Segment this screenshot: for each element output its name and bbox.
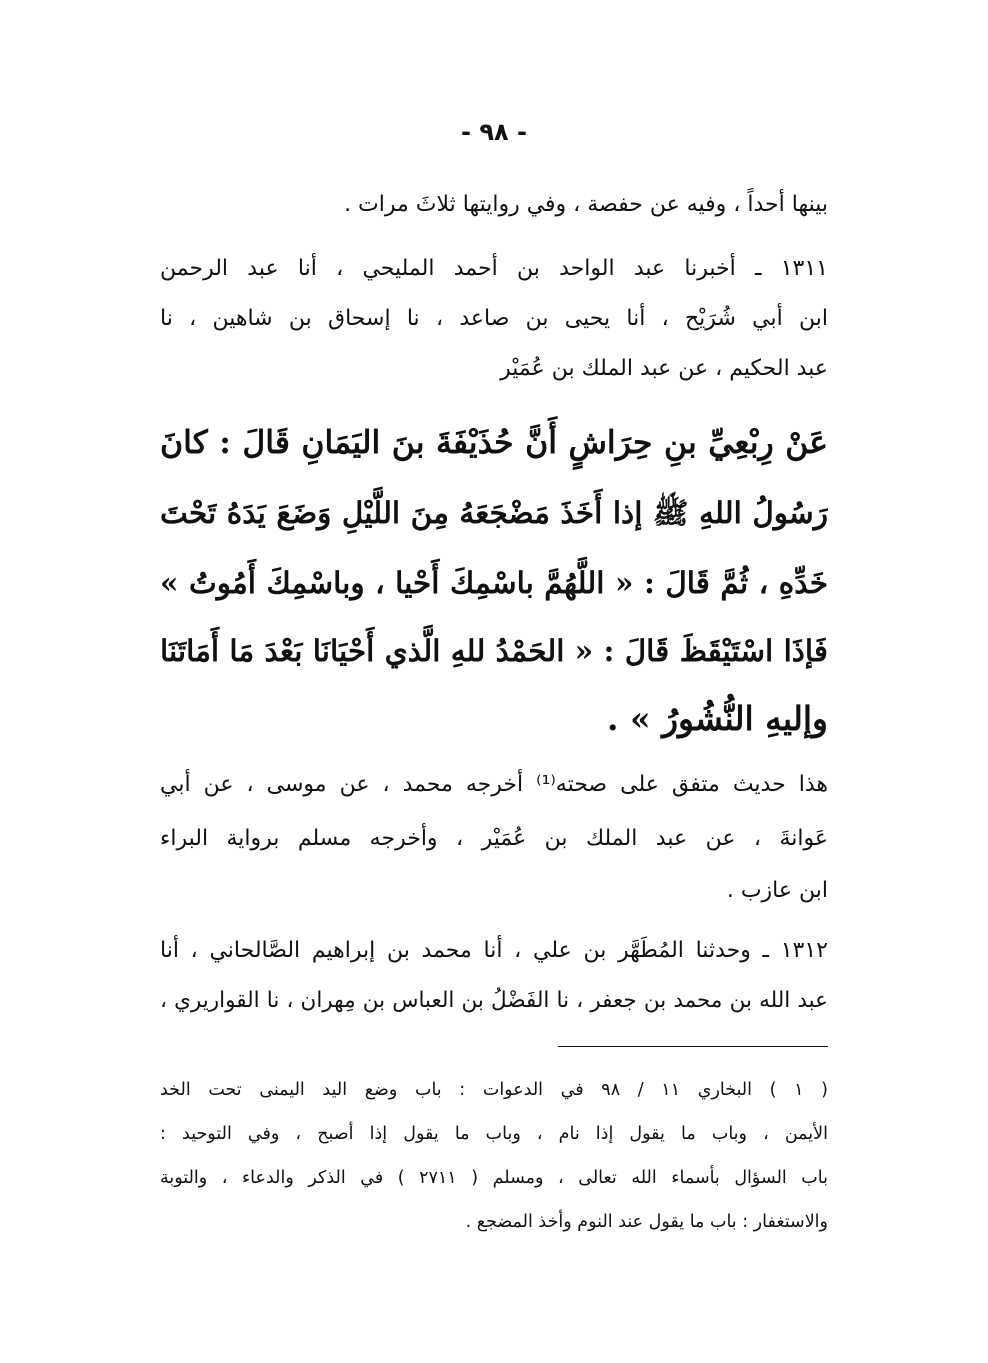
footnote-line: والاستغفار : باب ما يقول عند النوم وأخذ المضجع . [465, 1212, 828, 1232]
text-line: ابن عازب . [726, 878, 828, 903]
hadith-line: فَإذَا اسْتَيْقَظَ قَالَ : « الحَمْدُ للهِ الَّذي أَحْيَانَا بَعْدَ مَا أَمَاتَنَا [160, 633, 828, 668]
text-line: ابن أبي شُرَيْح ، أنا يحيى بن صاعد ، نا إسحاق بن شاهين ، نا [160, 306, 828, 331]
text-line: هذا حديث متفق على صحته⁽¹⁾ أخرجه محمد ، عن موسى ، عن أبي [160, 772, 828, 797]
text-line: بينها أحداً ، وفيه عن حفصة ، وفي روايتها ثلاثَ مرات . [344, 192, 828, 217]
text-line: عبد الله بن محمد بن جعفر ، نا الفَضْلُ بن العباس بن مِهران ، نا القواريري ، [160, 988, 828, 1013]
hadith-line: خَدِّهِ ، ثُمَّ قَالَ : « اللَّهُمَّ باسْمِكَ أَحْيا ، وباسْمِكَ أَمُوتُ » [160, 565, 828, 600]
footnote-line: ( ١ ) البخاري ١١ / ٩٨ في الدعوات : باب وضع اليد اليمنى تحت الخد [160, 1080, 828, 1100]
footnote-line: الأيمن ، وباب ما يقول إذا نام ، وباب ما يقول إذا أصبح ، وفي التوحيد : [160, 1124, 828, 1144]
hadith-line: عَنْ رِبْعِيِّ بنِ حِرَاشٍ أَنَّ حُذَيْفَةَ بنَ اليَمَانِ قَالَ : كانَ [160, 424, 828, 461]
hadith-line: رَسُولُ اللهِ ﷺ إذا أَخَذَ مَضْجَعَهُ مِنَ اللَّيْلِ وَضَعَ يَدَهُ تَحْتَ [160, 495, 828, 530]
text-line: ١٣١٢ ـ وحدثنا المُطَهَّر بن علي ، أنا محمد بن إبراهيم الصَّالحاني ، أنا [160, 938, 828, 963]
footnote-line: باب السؤال بأسماء الله تعالى ، ومسلم ( ٢٧١١ ) في الذكر والدعاء ، والتوبة [160, 1168, 828, 1188]
hadith-line: وإليهِ النُّشُورُ » . [607, 699, 828, 738]
footnote-divider [558, 1046, 828, 1047]
text-line: عَوانةَ ، عن عبد الملك بن عُمَيْر ، وأخرجه مسلم برواية البراء [160, 826, 828, 851]
text-line: عبد الحكيم ، عن عبد الملك بن عُمَيْر [500, 356, 828, 381]
page-number: - ٩٨ - [461, 118, 527, 146]
text-line: ١٣١١ ـ أخبرنا عبد الواحد بن أحمد المليحي ، أنا عبد الرحمن [160, 256, 828, 281]
